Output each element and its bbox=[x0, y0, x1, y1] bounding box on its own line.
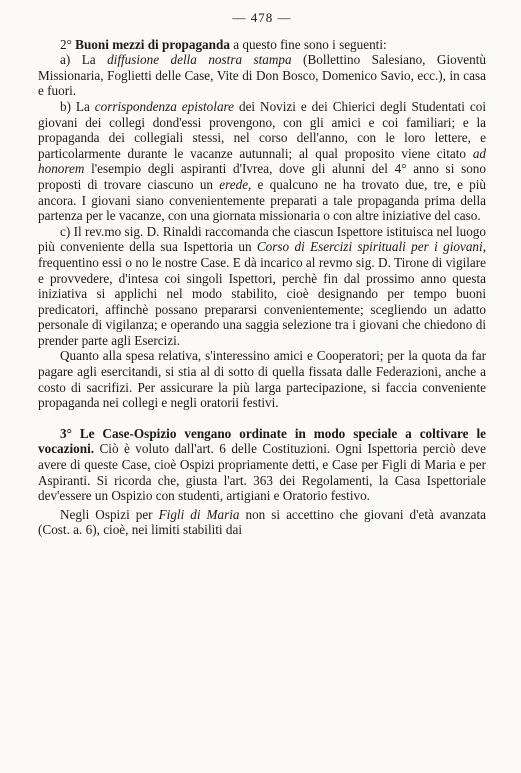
paragraph-b-text-1: dei Novizi e dei Chierici degli Studentati coi giovani dei collegi dond'essi provengono, con gli amici e coi familiari; e la propaganda dei collegiali stessi, nel corso dell'anno, con le loro lettere, e particolarmente durante le vacanze autunnali; al qual proposito viene citato bbox=[38, 98, 486, 161]
paragraph-a-lead: a) La bbox=[60, 52, 108, 68]
paragraph-negli bbox=[38, 507, 486, 538]
paragraph-a-italic: diffusione della nostra stampa bbox=[107, 52, 292, 68]
section-3 bbox=[38, 426, 486, 504]
paragraph-b-italic-2: ad honorem bbox=[38, 145, 486, 177]
paragraph-b-lead: b) La bbox=[60, 98, 95, 114]
paragraph-negli-italic: Figli di Maria bbox=[158, 506, 240, 522]
paragraph-c-italic: Corso di Esercizi spirituali per i giovani bbox=[256, 239, 483, 255]
section-3-text: Ciò è voluto dall'art. 6 delle Costituzioni. Ogni Ispettoria perciò deve avere di queste Case, cioè Ospizi propriamente detti, e Case per Figli di Maria e per Aspiranti. Si ricorda che, giusta l'art. 363 dei Regolamenti, la Casa Ispettoriale dev'essere un Ospizio con studenti, artigiani e Oratorio festivo. bbox=[38, 441, 486, 504]
section-3-title: 3° Le Case-Ospizio vengano ordinate in modo speciale a coltivare le vocazioni. bbox=[38, 425, 486, 457]
document-page bbox=[38, 10, 486, 538]
paragraph-a-text: (Bollettino Salesiano, Gioventù Missionaria, Foglietti delle Case, Vite di Don Bosco, Domenico Savio, ecc.), in casa e fuori. bbox=[38, 52, 487, 99]
paragraph-negli-text: non si accettino che giovani d'età avanzata (Cost. a. 6), cioè, nei limiti stabiliti dai bbox=[38, 506, 487, 538]
paragraph-c-lead: c) Il rev.mo sig. D. Rinaldi raccomanda che ciascun Ispettore istituisca nel luogo più conveniente della sua Ispettoria un bbox=[38, 223, 486, 255]
paragraph-b-text-3: , e qualcuno ne ha trovato due, tre, e più ancora. I giovani siano convenientemente preparati a tale propaganda prima della partenza per le vacanze, con una giornata missionaria o con altre iniziative del caso. bbox=[38, 176, 486, 224]
paragraph-b-italic-1: corrispondenza epistolare bbox=[94, 98, 235, 114]
paragraph-b-text-2: l'esempio degli aspiranti d'Ivrea, dove gli alunni del 4° anno si sono proposti di trovare ciascuno un bbox=[38, 161, 486, 192]
paragraph-c-text: , frequentino essi o no le nostre Case. E dà incarico al revmo sig. D. Tirone di vigilare e provvedere, d'intesa coi singoli Ispettori, perchè fin dal prossimo anno questa iniziativa si applichi nel modo stabilito, cioè designando per tempo buoni predicatori, affinchè possano prepararsi convenientemente; scegliendo un adatto personale di vigilanza; e operando una saggia selezione tra i giovani che chiedono di prender parte agli Esercizi. bbox=[38, 239, 486, 348]
page-number: — 478 — bbox=[232, 10, 292, 25]
paragraph-negli-lead: Negli Ospizi per bbox=[60, 506, 159, 522]
paragraph-b bbox=[38, 99, 486, 224]
paragraph-c bbox=[38, 224, 486, 349]
paragraph-a bbox=[38, 52, 486, 99]
paragraph-b-italic-3: erede bbox=[219, 176, 249, 192]
section-2-heading bbox=[38, 37, 486, 53]
paragraph-quanto: Quanto alla spesa relativa, s'interessino amici e Cooperatori; per la quota da far pagare agli esercitandi, si stia al di sotto di quella fissata dalle Federazioni, anche a costo di sacrifizi. Per assicurare la più larga partecipazione, si faccia conveniente propaganda nei collegi e negli oratorii festivi. bbox=[38, 348, 486, 411]
section-2-number: 2° bbox=[60, 36, 76, 52]
section-2-intro: a questo fine sono i seguenti: bbox=[229, 36, 387, 52]
section-2-title: Buoni mezzi di propaganda bbox=[75, 36, 230, 52]
